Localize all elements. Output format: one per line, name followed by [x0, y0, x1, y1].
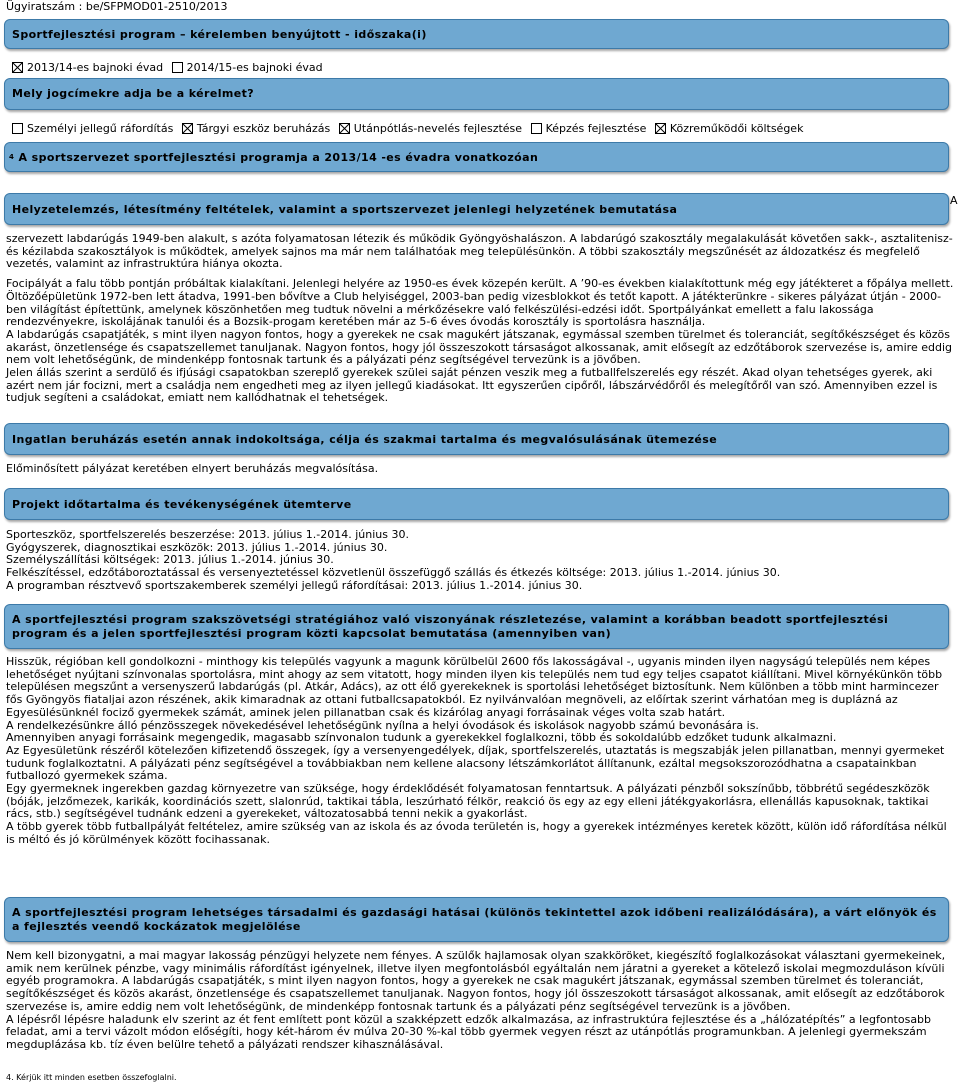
ingatlan-body: Előminősített pályázat keretében elnyert beruházás megvalósítása. — [6, 462, 379, 475]
paragraph: Focipályát a falu több pontján próbáltak kialakítani. Jelenlegi helyére az 1950-es évek közepén került. A ’90-es években kialakítottunk még egy játékteret a főpálya mellett. Öltözőépületünk 1972-ben lett átadva, 1991-ben bővítve a Club helyiséggel, 2003-ban pedig vizesblokkot és tetőt kapott. A játékterünkre - sikeres pályázat útján - 2000-ben világítást építettünk, amelynek köszönhetően meg tudtuk növelni a mérkőzésekre való felkészülési-edzési időt. Sportpályánkat emellett a falu lakossága rendezvényekre, iskolájának tanulói és a Bozsik-progam keretében már az 5-6 éves óvodás korosztály is sportolásra használja. — [6, 277, 954, 329]
paragraph: szervezett labdarúgás 1949-ben alakult, s azóta folyamatosan létezik és működik Gyöngyöshalászon. A labdarúgó szakosztály megalakulását követően sakk-, asztalitenisz- és kézilabda szakosztályok is működtek, amelyek sajnos ma már nem találhatóak meg településünkön. A többi szakosztály megszűnését az áldozatkész és megfelelő vezetés, valamint az infrastruktúra hiánya okozta. — [6, 232, 953, 271]
section-title: A sportfejlesztési program lehetséges társadalmi és gazdasági hatásai (különös tekintettel azok időbeni realizálódására), a várt előnyök és a fejlesztés veendő kockázatok megjelölése — [12, 905, 937, 933]
paragraph: Sporteszköz, sportfelszerelés beszerzése: 2013. július 1.-2014. június 30. — [6, 528, 409, 541]
paragraph: Személyszállítási költségek: 2013. július 1.-2014. június 30. — [6, 553, 334, 567]
paragraph: Felkészítéssel, edzőtáboroztatással és versenyeztetéssel közvetlenül összefüggő szállás és étkezés költsége: 2013. július 1.-2014. június 30. — [6, 566, 781, 580]
paragraph: Egy gyermeknek ingerekben gazdag környezetre van szüksége, hogy érdeklődését folyamatosan fenntartsuk. A pályázati pénzből sokszínűbb, többrétű segédeszközök (bóják, jelzőmezek, karikák, koordinációs szett, slalonrúd, taktikai tábla, leszúrható félkör, reakció ös egy az egy elleni játékgyakorlásra, ellenállás kapusoknak, taktikai rács, stb.) segítségével tudnánk edzeni a gyerekeket, változatosabbá tenni nekik a gyakorlást. — [6, 782, 930, 821]
section-header-helyzet — [4, 193, 949, 225]
season-2013-14[interactable]: 2013/14-es bajnoki évad — [12, 61, 163, 74]
category-checkboxes — [12, 122, 808, 135]
checkbox-checked-icon[interactable] — [182, 123, 193, 134]
section-title: Sportfejlesztési program – kérelemben benyújtott - időszaka(i) — [12, 27, 427, 41]
paragraph: A lépésről lépésre haladunk elv szerint az ét fent említett pont közül a szakképzett edzők alkalmazása, az infrastruktúra fejlesztése és a „hálózatépítés” a legfontosabb feladat, ami a tervi vázolt módon előségíti, hogy két-három év múlva 20-30 %-kal több gyermek vegyen részt az utánpótlás programunkban. A jelenlegi gyermekszám megduplázása kb. tíz éven belülre tehető a pályázati rendszer kihasználásával. — [6, 1012, 932, 1051]
hatasok-body — [6, 950, 954, 1052]
footnote: 4. Kérjük itt minden esetben összefoglalni. — [6, 1073, 177, 1082]
section-header-program-title — [4, 142, 949, 172]
category-kozremukodoi[interactable]: Közreműködői költségek — [655, 122, 804, 135]
section-header-hatasok — [4, 897, 949, 942]
section-header-jogcim — [4, 78, 949, 110]
section-header-projekt — [4, 488, 949, 520]
category-kepzes[interactable]: Képzés fejlesztése — [531, 122, 647, 135]
paragraph: A programban résztvevő sportszakemberek személyi jellegű ráfordításai: 2013. július 1.-2014. június 30. — [6, 578, 583, 592]
paragraph: A labdarúgás csapatjáték, s mint ilyen nagyon fontos, hogy a gyerekek ne csak magukért játszanak, egymással szemben türelmet és toleranciát, segítőkészséget és közös akarást, önzetlensége és csapatszellemet tanuljanak. Nagyon fontos, hogy jól összeszokott társaságot alkossanak, amit elősegít az edzőtáborok szervezése is, amire eddig nem volt lehetőségünk, de mindenképp fontosnak tartunk és a pályázati pénz segítségével tervezünk is a jövőben. — [6, 327, 952, 367]
checkbox-checked-icon[interactable] — [12, 62, 23, 73]
footnote-mark: 4 — [9, 153, 15, 161]
category-szemelyi[interactable]: Személyi jellegű ráfordítás — [12, 122, 173, 135]
projekt-body — [6, 529, 954, 593]
paragraph: Gyógyszerek, diagnosztikai eszközök: 2013. július 1.-2014. június 30. — [6, 540, 388, 554]
section-title: Ingatlan beruházás esetén annak indokoltsága, célja és szakmai tartalma és megvalósulásának ütemezése — [12, 432, 718, 446]
section-title: Mely jogcímekre adja be a kérelmet? — [12, 87, 255, 100]
paragraph: Nem kell bizonygatni, a mai magyar lakosság pénzügyi helyzete nem fényes. A szülők hajlamosak olyan szakköröket, kiegészítő foglalkozásokat választani gyermekeinek, amik nem kerülnek pénzbe, vagy minimális ráfordítást igényelnek, illetve ilyen megfontolásból egyáltalán nem járatni a gyereket a kötelező iskolai megmozduláson kívüli egyéb programokra. A labdarúgás csapatjáték, s mint ilyen nagyon fontos, hogy a gyerekek ne csak magukért játszanak, egymással szemben türelmet és toleranciát, segítőkészséget és közös akarást, önzetlensége és csapatszellemet tanuljanak. Nagyon fontos, hogy jól összeszokott társaságot alkossanak, amit elősegít az edzőtáborok szervezése is, amire eddig nem volt lehetőségünk, de mindenképp fontosnak tartunk és a pályázati pénz segítségével tervezünk is a jövőben. — [6, 949, 946, 1013]
section-title: A sportfejlesztési program szakszövetségi stratégiához való viszonyának részletezése, valamint a korábban beadott sportfejlesztési program és a jelen sportfejlesztési program közti kapcsolat bemutatása (amennyiben van) — [12, 612, 889, 640]
paragraph: Hisszük, régióban kell gondolkozni - minthogy kis település vagyunk a magunk körülbelül 2600 fős lakosságával -, ugyanis minden ilyen nagyságú település nem képes lehetőséget nyújtani színvonalas sportolásra, mint ahogy az sem vitatott, hogy minden ilyen kis település nem tud egy teljes csapatot kiállítani. Mivel környékünkön több településen megszűnt a versenyszerű labdarúgás (pl. Atkár, Adács), az ott élő gyerekeknek is sportolási lehetőséget biztosítunk. Nem különben a több mint harmincezer fős Gyöngyös fiataljai azon részének, akik kimaradnak az ottani futballcsapatokból. Ez nyilvánvalóan megnöveli, az előírtak szerint várhatóan meg is duplázná az Egyesülésünknél fociző gyermekek számát, aminek jelen pillanatban csak és kizárólag anyagi forrásainak véges volta szab határt. — [6, 655, 943, 719]
season-2014-15[interactable]: 2014/15-es bajnoki évad — [172, 61, 323, 74]
checkbox-empty-icon[interactable] — [531, 123, 542, 134]
section-header-ingatlan — [4, 423, 949, 455]
paragraph: Amennyiben anyagi forrásaink megengedik, magasabb színvonalon tudunk a gyerekekkel foglalkozni, több és sokoldalúbb edzőket tudunk alkalmazni. — [6, 731, 837, 745]
document-id: Ügyiratszám : be/SFPMOD01-2510/2013 — [6, 0, 228, 13]
checkbox-checked-icon[interactable] — [339, 123, 350, 134]
checkbox-empty-icon[interactable] — [12, 123, 23, 134]
paragraph: Jelen állás szerint a serdülő és ifjúsági csapatokban szereplő gyerekek szülei saját pénzen veszik meg a futballfelszerelés egy részét. Akad olyan tehetséges gyerek, aki azért nem jár focizni, mert a családja nem engedheti meg az ilyen jellegű kiadásokat. Itt egyszerűen cipőről, lábszárvédőről és melegítőről van szó. Amennyiben ezzel is tudjuk segíteni a családokat, emiatt nem kallódhatnak el tehetségek. — [6, 366, 938, 405]
category-utanpotlas[interactable]: Utánpótlás-nevelés fejlesztése — [339, 122, 522, 135]
section-header-program-period — [4, 19, 949, 49]
paragraph: A rendelkezésünkre álló pénzösszegek növekedésével lehetőségünk nyílna a helyi óvodások és iskolások nagyobb számú bevonására is. — [6, 718, 759, 732]
margin-letter: A — [950, 194, 958, 207]
paragraph: Az Egyesületünk részéről kötelezően kifizetendő összegek, így a versenyengedélyek, díjak, sportfelszerelés, utaztatás is megszabják jelen pillanatban, mennyi gyermeket tudunk foglalkoztatni. A pályázati pénz segítségével a továbbiakban nem kellene alacsony létszámkorlátot állítanunk, ezáltal megsokszorozódhatna a csapatainkban futballozó gyermekek száma. — [6, 743, 945, 783]
strategia-body — [6, 656, 954, 847]
section-title: Helyzetelemzés, létesítmény feltételek, valamint a sportszervezet jelenlegi helyzetének bemutatása — [12, 202, 678, 216]
helyzet-body — [6, 233, 954, 405]
paragraph: A több gyerek több futballpályát feltételez, amire szükség van az iskola és az óvoda területén is, hogy a gyerekek intézményes keretek között, külön idő ráfordítása nélkül is méltó és jó körülmények között focihassanak. — [6, 820, 947, 846]
category-targyi[interactable]: Tárgyi eszköz beruházás — [182, 122, 330, 135]
section-title: Projekt időtartalma és tevékenységének ütemterve — [12, 497, 352, 511]
section-title: A sportszervezet sportfejlesztési programja a 2013/14 -es évadra vonatkozóan — [18, 150, 539, 164]
season-checkboxes — [12, 61, 328, 74]
checkbox-checked-icon[interactable] — [655, 123, 666, 134]
section-header-strategia — [4, 604, 949, 649]
checkbox-empty-icon[interactable] — [172, 62, 183, 73]
